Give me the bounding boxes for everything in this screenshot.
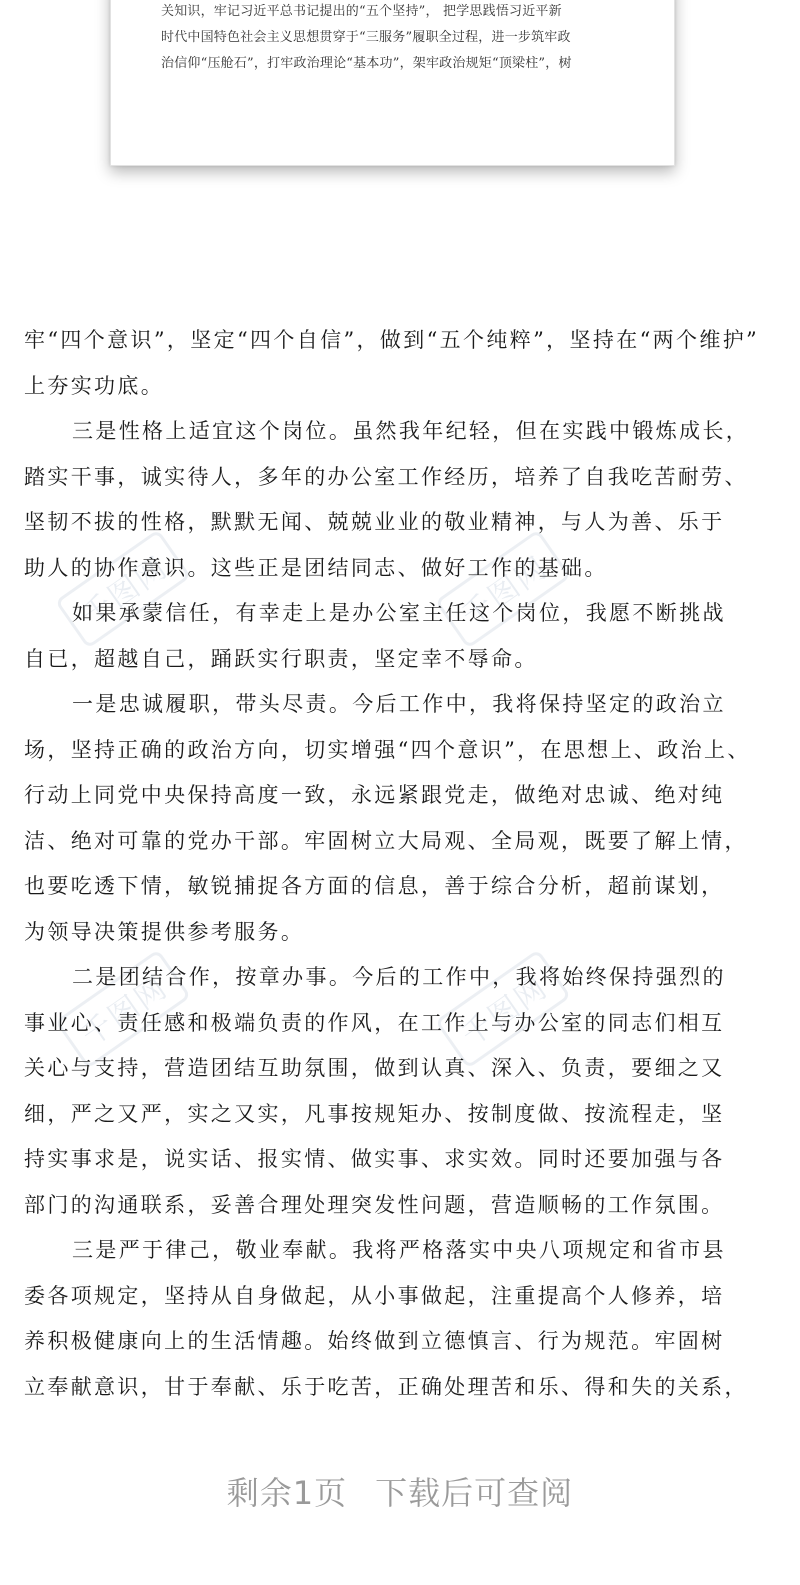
document-body — [24, 318, 774, 1410]
page-preview-card — [110, 0, 675, 166]
text-line: 三是严于律己，敬业奉献。我将严格落实中央八项规定和省市县 — [72, 1238, 726, 1262]
text-line: 如果承蒙信任，有幸走上是办公室主任这个岗位，我愿不断挑战 — [72, 601, 726, 625]
text-line: 牢“四个意识”，坚定“四个自信”，做到“五个纯粹”，坚持在“两个维护” — [24, 328, 760, 352]
text-line: 踏实干事，诚实待人，多年的办公室工作经历，培养了自我吃苦耐劳、 — [24, 464, 748, 489]
preview-line: 时代中国特色社会主义思想贯穿于“三服务”履职全过程，进一步筑牢政 — [161, 30, 571, 45]
text-line: 为领导决策提供参考服务。 — [24, 919, 305, 944]
preview-line: 关知识，牢记习近平总书记提出的“五个坚持”， 把学思践悟习近平新 — [161, 4, 562, 19]
text-line: 行动上同党中央保持高度一致，永远紧跟党走，做绝对忠诚、绝对纯 — [24, 783, 725, 807]
download-to-view-label: 下载后可查阅 — [375, 1474, 574, 1512]
watermark: 千图网 — [55, 949, 191, 1069]
text-line: 养积极健康向上的生活情趣。始终做到立德慎言、行为规范。牢固树 — [24, 1329, 725, 1353]
text-line: 上夯实功底。 — [24, 373, 165, 398]
watermark: 千图网 — [55, 529, 191, 649]
preview-line: 治信仰“压舱石”，打牢政治理论“基本功”，架牢政治规矩“顶梁柱”，树 — [161, 56, 572, 71]
watermark: 千图网 — [435, 529, 571, 649]
text-line: 持实事求是，说实话、报实情、做实事、求实效。同时还要加强与各 — [24, 1147, 725, 1171]
text-line: 自已，超越自己，踊跃实行职责，坚定幸不辱命。 — [24, 646, 538, 671]
remaining-pages-label: 剩余1页 — [226, 1474, 348, 1512]
text-line: 立奉献意识，甘于奉献、乐于吃苦，正确处理苦和乐、得和失的关系， — [24, 1374, 748, 1399]
text-line: 一是忠诚履职，带头尽责。今后工作中，我将保持坚定的政治立 — [72, 692, 726, 716]
text-line: 细，严之又严，实之又实，凡事按规矩办、按制度做、按流程走，坚 — [24, 1101, 725, 1126]
text-line: 部门的沟通联系，妥善合理处理突发性问题，营造顺畅的工作氛围。 — [24, 1192, 725, 1217]
watermark: 千图网 — [435, 949, 571, 1069]
download-prompt[interactable] — [0, 1468, 800, 1514]
text-line: 二是团结合作，按章办事。今后的工作中，我将始终保持强烈的 — [72, 965, 726, 989]
text-line: 坚韧不拔的性格，默默无闻、兢兢业业的敬业精神，与人为善、乐于 — [24, 510, 725, 534]
text-line: 委各项规定，坚持从自身做起，从小事做起，注重提高个人修养，培 — [24, 1283, 725, 1308]
text-line: 助人的协作意识。这些正是团结同志、做好工作的基础。 — [24, 555, 608, 580]
text-line: 场，坚持正确的政治方向，切实增强“四个意识”，在思想上、政治上、 — [24, 737, 751, 762]
text-line: 也要吃透下情，敏锐捕捉各方面的信息，善于综合分析，超前谋划， — [24, 874, 725, 898]
text-line: 三是性格上适宜这个岗位。虽然我年纪轻，但在实践中锻炼成长， — [72, 419, 750, 443]
text-line: 事业心、责任感和极端负责的作风，在工作上与办公室的同志们相互 — [24, 1010, 725, 1035]
text-line: 关心与支持，营造团结互助氛围，做到认真、深入、负责，要细之又 — [24, 1056, 725, 1080]
text-line: 洁、绝对可靠的党办干部。牢固树立大局观、全局观，既要了解上情， — [24, 828, 748, 853]
